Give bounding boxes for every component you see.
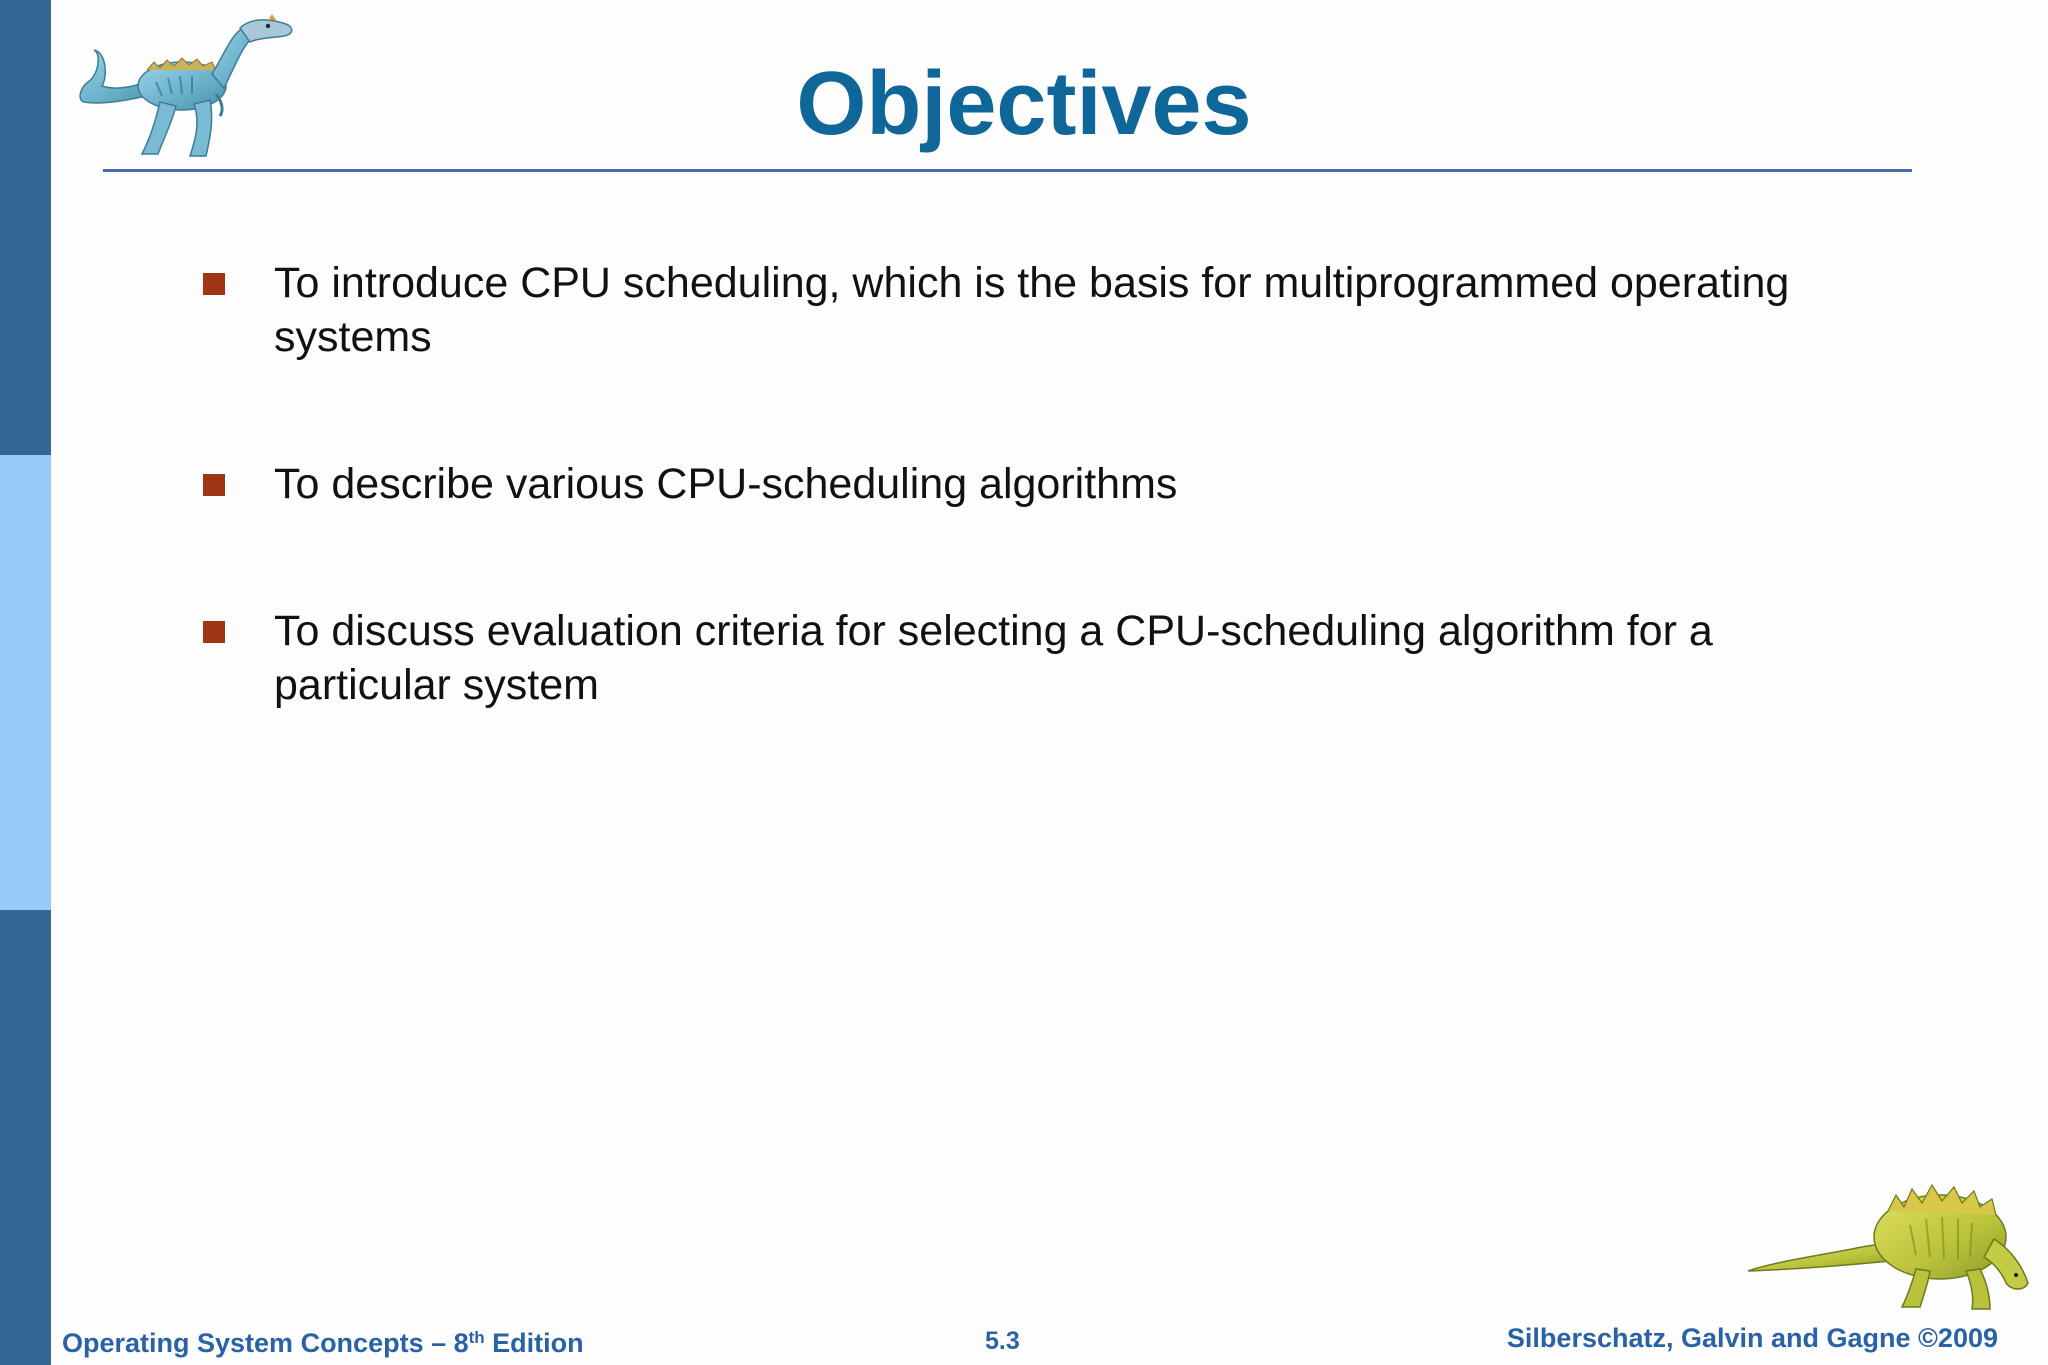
bullet-text: To introduce CPU scheduling, which is the basis for multiprogrammed operating systems <box>274 259 1790 361</box>
bullet-text: To describe various CPU-scheduling algorithms <box>274 460 1178 508</box>
list-item <box>200 457 1900 511</box>
footer-book-superscript: th <box>468 1328 485 1347</box>
square-bullet-icon <box>203 474 225 496</box>
square-bullet-icon <box>203 621 225 643</box>
page-number: 5.3 <box>985 1327 1020 1355</box>
square-bullet-icon <box>203 273 225 295</box>
left-color-bar <box>0 0 51 1365</box>
bar-segment-middle <box>0 455 51 910</box>
footer-book-suffix: Edition <box>484 1328 584 1358</box>
slide-title: Objectives <box>796 54 1252 154</box>
footer-book-title <box>62 1328 584 1359</box>
list-item <box>200 604 1900 712</box>
footer-book-prefix: Operating System Concepts – 8 <box>62 1328 469 1358</box>
bar-segment-bottom <box>0 910 51 1365</box>
dinosaur-icon <box>1740 1165 2040 1315</box>
title-underline <box>103 169 1912 172</box>
bullet-text: To discuss evaluation criteria for selecting a CPU-scheduling algorithm for a particular system <box>274 607 1713 709</box>
objectives-list <box>200 256 1900 712</box>
list-item <box>200 256 1900 364</box>
footer-copyright: Silberschatz, Galvin and Gagne ©2009 <box>1506 1323 1998 1353</box>
